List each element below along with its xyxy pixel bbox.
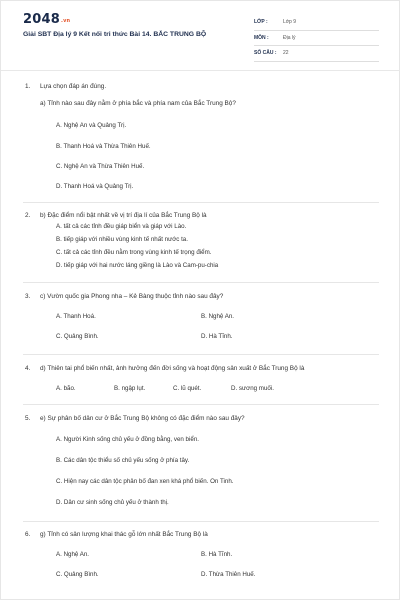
question-instruction: Lựa chọn đáp án đúng. — [40, 83, 107, 90]
meta-row-count — [254, 46, 379, 62]
answer-option[interactable]: C. Nghệ An và Thừa Thiên Huế. — [56, 163, 145, 170]
answer-option[interactable]: A. bão. — [56, 385, 76, 392]
answer-option[interactable]: C. Quảng Bình. — [56, 571, 99, 578]
meta-value: Lớp 9 — [283, 19, 297, 25]
answer-option[interactable]: C. lũ quét. — [173, 385, 202, 392]
answer-option[interactable]: B. Nghệ An. — [201, 313, 235, 320]
question-number: 6. — [25, 531, 31, 538]
question-text: g) Tỉnh có sản lượng khai thác gỗ lớn nhất Bắc Trung Bộ là — [40, 531, 208, 538]
answer-option[interactable]: D. Thanh Hoá và Quảng Trị. — [56, 183, 134, 190]
meta-row-grade — [254, 15, 379, 31]
answer-option[interactable]: D. tiếp giáp với hai nước láng giềng là Lào và Cam-pu-chia — [56, 262, 219, 269]
question-text: b) Đặc điểm nổi bật nhất về vị trí địa lí của Bắc Trung Bộ là — [40, 212, 207, 219]
question-divider — [23, 202, 379, 203]
meta-label: SỐ CÂU : — [254, 50, 277, 56]
meta-value: Địa lý — [283, 34, 296, 41]
question-divider — [23, 354, 379, 355]
answer-option[interactable]: A. Người Kinh sống chủ yếu ở đồng bằng, ven biển. — [56, 436, 199, 443]
question-number: 1. — [25, 83, 31, 90]
meta-label: MÔN : — [254, 34, 269, 41]
logo-suffix: .vn — [60, 18, 71, 24]
header-divider — [1, 70, 400, 71]
question-divider — [23, 282, 379, 283]
question-divider — [23, 521, 379, 522]
answer-option[interactable]: C. Quảng Bình. — [56, 333, 99, 340]
answer-option[interactable]: B. Hà Tĩnh. — [201, 551, 233, 558]
question-text: a) Tỉnh nào sau đây nằm ở phía bắc và phía nam của Bắc Trung Bộ? — [40, 100, 236, 107]
answer-option[interactable]: D. sương muối. — [231, 385, 274, 392]
answer-option[interactable]: B. Thanh Hoá và Thừa Thiên Huế. — [56, 143, 151, 150]
page-title: Giải SBT Địa lý 9 Kết nối tri thức Bài 14. BẮC TRUNG BỘ — [23, 31, 207, 38]
answer-option[interactable]: B. tiếp giáp với nhiều vùng kinh tế nhất nước ta. — [56, 236, 188, 243]
answer-option[interactable]: A. Nghệ An. — [56, 551, 90, 558]
answer-option[interactable]: D. Thừa Thiên Huế. — [201, 571, 256, 578]
meta-table — [254, 15, 379, 62]
answer-option[interactable]: A. Thanh Hoá. — [56, 313, 96, 320]
answer-option[interactable]: C. Hiện nay các dân tộc phân bố đan xen khá phổ biến. On Tinh. — [56, 478, 234, 485]
question-text: e) Sự phân bố dân cư ở Bắc Trung Bộ không có đặc điểm nào sau đây? — [40, 415, 245, 422]
answer-option[interactable]: A. tất cả các tỉnh đều giáp biển và giáp với Lào. — [56, 223, 187, 230]
question-text: c) Vườn quốc gia Phong nha – Kẻ Bàng thuộc tỉnh nào sau đây? — [40, 293, 224, 300]
meta-value: 22 — [283, 50, 289, 56]
answer-option[interactable]: A. Nghệ An và Quảng Trị. — [56, 122, 127, 129]
logo-text: 2048 — [23, 12, 60, 27]
question-number: 4. — [25, 365, 31, 372]
answer-option[interactable]: B. Các dân tộc thiểu số chủ yếu sống ở phía tây. — [56, 457, 190, 464]
meta-row-subject — [254, 31, 379, 47]
question-divider — [23, 404, 379, 405]
question-number: 5. — [25, 415, 31, 422]
answer-option[interactable]: C. tất cả các tỉnh đều nằm trong vùng kinh tế trọng điểm. — [56, 249, 212, 256]
answer-option[interactable]: B. ngập lụt. — [114, 385, 146, 392]
answer-option[interactable]: D. Hà Tĩnh. — [201, 333, 233, 340]
answer-option[interactable]: D. Dân cư sinh sống chủ yếu ở thành thị. — [56, 499, 169, 506]
meta-label: LỚP : — [254, 19, 268, 25]
header — [1, 1, 400, 67]
question-text: d) Thiên tai phổ biến nhất, ảnh hưởng đến đời sống và hoạt động sản xuất ở Bắc Trung Bộ là — [40, 365, 305, 372]
question-number: 3. — [25, 293, 31, 300]
site-logo[interactable] — [23, 12, 70, 27]
question-number: 2. — [25, 212, 31, 219]
